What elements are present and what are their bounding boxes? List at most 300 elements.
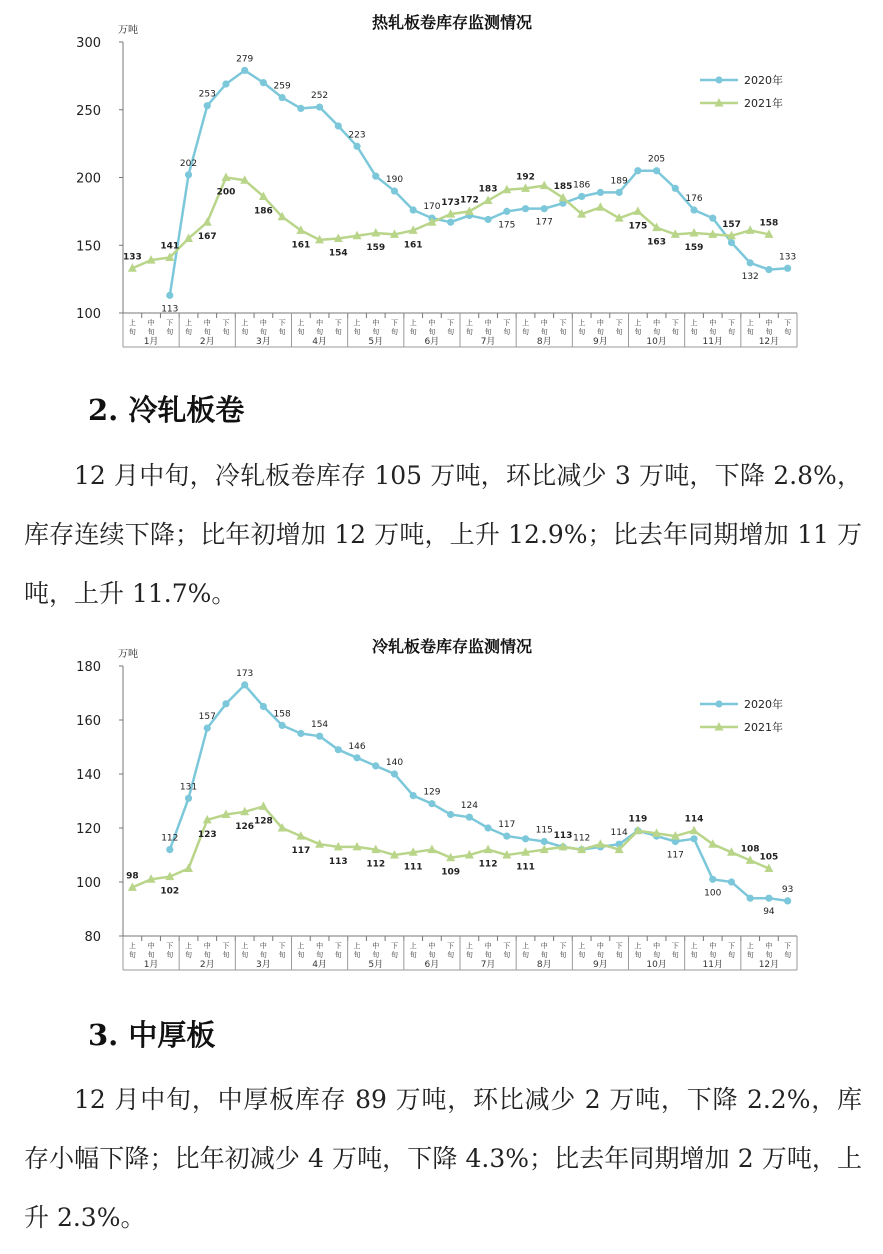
series-2020-point: [522, 205, 529, 212]
x-month-label: 2月: [199, 960, 215, 970]
x-period-label-top: 中: [540, 319, 548, 327]
y-tick-label: 160: [76, 714, 101, 729]
x-period-label-top: 中: [372, 319, 380, 327]
y-tick-label: 100: [76, 307, 101, 322]
legend-label-2020: 2020年: [744, 698, 783, 711]
series-2020-point: [316, 103, 323, 110]
x-period-label-top: 中: [596, 319, 604, 327]
x-period-label-bottom: 旬: [653, 951, 661, 959]
x-period-label-top: 中: [203, 942, 211, 950]
series-2021-point: [746, 225, 755, 234]
series-2020-point: [503, 833, 510, 840]
series-2020-point: [522, 835, 529, 842]
data-label-2021: 112: [366, 859, 386, 870]
x-period-label-bottom: 旬: [259, 328, 267, 336]
x-period-label-top: 下: [559, 942, 567, 950]
data-label-2020: 115: [535, 825, 553, 836]
data-label-2021: 113: [328, 856, 348, 867]
x-period-label-bottom: 旬: [147, 951, 155, 959]
y-tick-label: 100: [76, 876, 101, 891]
x-period-label-bottom: 旬: [615, 328, 623, 336]
x-period-label-bottom: 旬: [259, 951, 267, 959]
x-period-label-bottom: 旬: [166, 951, 174, 959]
data-label-2021: 172: [459, 195, 479, 206]
y-tick-label: 250: [76, 103, 101, 119]
series-2020-point: [185, 171, 192, 178]
x-period-label-bottom: 旬: [353, 328, 361, 336]
x-period-label-bottom: 旬: [484, 328, 492, 336]
series-2021-point: [596, 202, 605, 211]
cold-rolled-paragraph: 12 月中旬，冷轧板卷库存 105 万吨，环比减少 3 万吨，下降 2.8%，库存连续下降；比年初增加 12 万吨，上升 12.9%；比去年同期增加 11 万吨，上升 11.7%。: [24, 461, 862, 608]
x-period-label-top: 下: [615, 319, 623, 327]
x-period-label-bottom: 旬: [784, 951, 792, 959]
x-period-label-top: 下: [390, 319, 398, 327]
series-2020-point: [616, 189, 623, 196]
x-month-label: 8月: [536, 960, 552, 970]
x-month-label: 7月: [480, 960, 496, 970]
x-period-label-bottom: 旬: [765, 328, 773, 336]
data-label-2020: 146: [348, 741, 366, 752]
x-period-label-bottom: 旬: [278, 951, 286, 959]
x-period-label-bottom: 旬: [503, 328, 511, 336]
series-2020-point: [410, 206, 417, 213]
x-period-label-top: 中: [765, 942, 773, 950]
x-period-label-bottom: 旬: [671, 951, 679, 959]
x-period-label-bottom: 旬: [166, 328, 174, 336]
data-label-2021: 161: [291, 240, 311, 251]
series-2020-point: [765, 895, 772, 902]
series-2020-point: [484, 824, 491, 831]
x-period-label-top: 中: [203, 319, 211, 327]
medium-plate-paragraph: 12 月中旬，中厚板库存 89 万吨，环比减少 2 万吨，下降 2.2%，库存小幅下降；比年初减少 4 万吨，下降 4.3%；比去年同期增加 2 万吨，上升 2.3%。: [24, 1085, 862, 1232]
x-period-label-top: 上: [409, 942, 417, 950]
x-month-label: 2月: [199, 337, 215, 347]
data-label-2020: 117: [666, 850, 684, 861]
x-month-label: 4月: [312, 960, 327, 970]
data-label-2021: 114: [684, 814, 704, 825]
x-period-label-bottom: 旬: [615, 951, 623, 959]
x-period-label-bottom: 旬: [578, 328, 586, 336]
series-2020-point: [335, 122, 342, 129]
x-period-label-top: 中: [484, 942, 492, 950]
data-label-2021: 186: [254, 206, 273, 217]
x-period-label-top: 上: [128, 319, 136, 327]
data-label-2021: 133: [122, 252, 142, 263]
x-period-label-top: 下: [727, 319, 735, 327]
hot-rolled-chart-canvas: [0, 0, 883, 360]
x-period-label-top: 上: [578, 319, 586, 327]
x-period-label-bottom: 旬: [465, 951, 473, 959]
x-month-label: 8月: [536, 337, 552, 347]
x-period-label-bottom: 旬: [709, 951, 717, 959]
x-period-label-bottom: 旬: [746, 951, 754, 959]
x-period-label-bottom: 旬: [447, 328, 455, 336]
x-period-label-bottom: 旬: [428, 328, 436, 336]
x-period-label-bottom: 旬: [297, 951, 305, 959]
series-2020-point: [484, 216, 491, 223]
y-tick-label: 300: [76, 36, 101, 51]
x-period-label-top: 中: [653, 942, 661, 950]
data-label-2021: 102: [160, 886, 180, 897]
y-axis-unit: 万吨: [118, 649, 138, 660]
data-label-2021: 159: [366, 243, 386, 254]
x-period-label-bottom: 旬: [316, 951, 324, 959]
data-label-2020: 154: [310, 720, 329, 731]
series-2020-point: [634, 167, 641, 174]
x-period-label-top: 中: [709, 319, 717, 327]
data-label-2020: 158: [273, 709, 291, 720]
series-2020-point: [297, 730, 304, 737]
data-label-2020: 253: [198, 89, 216, 100]
cold-rolled-heading: 2. 冷轧板卷: [88, 393, 245, 427]
x-period-label-bottom: 旬: [409, 328, 417, 336]
x-period-label-bottom: 旬: [128, 328, 136, 336]
data-label-2020: 114: [610, 828, 628, 839]
x-period-label-top: 上: [690, 319, 698, 327]
x-period-label-bottom: 旬: [185, 328, 193, 336]
series-2020-point: [260, 79, 267, 86]
y-tick-label: 120: [76, 822, 101, 837]
x-period-label-bottom: 旬: [241, 328, 249, 336]
x-month-label: 9月: [593, 960, 608, 970]
series-2020-point: [447, 811, 454, 818]
data-label-2020: 94: [763, 907, 775, 918]
cold-rolled-inventory-chart: [0, 630, 883, 990]
x-period-label-bottom: 旬: [465, 328, 473, 336]
data-label-2020: 279: [236, 54, 254, 65]
x-period-label-bottom: 旬: [203, 328, 211, 336]
series-line-2020: [170, 70, 788, 295]
series-2020-point: [353, 143, 360, 150]
x-period-label-top: 下: [503, 319, 511, 327]
x-period-label-top: 中: [596, 942, 604, 950]
series-2020-point: [279, 722, 286, 729]
data-label-2021: 161: [403, 240, 423, 251]
x-period-label-top: 上: [522, 942, 530, 950]
x-period-label-top: 中: [765, 319, 773, 327]
x-period-label-bottom: 旬: [222, 328, 230, 336]
x-month-label: 3月: [256, 337, 271, 347]
series-2020-point: [372, 173, 379, 180]
x-period-label-top: 上: [297, 319, 305, 327]
x-period-label-top: 下: [503, 942, 511, 950]
data-label-2021: 126: [235, 821, 255, 832]
series-2020-point: [166, 846, 173, 853]
data-label-2021: 117: [291, 846, 311, 857]
x-period-label-top: 下: [447, 942, 455, 950]
series-2020-point: [297, 105, 304, 112]
data-label-2020: 117: [498, 820, 516, 831]
data-label-2020: 190: [385, 175, 404, 186]
x-period-label-bottom: 旬: [428, 951, 436, 959]
data-label-2021: 111: [403, 862, 423, 873]
x-period-label-top: 下: [671, 942, 679, 950]
data-label-2020: 93: [781, 884, 794, 895]
legend-label-2020: 2020年: [744, 74, 783, 87]
series-2021-point: [484, 845, 493, 854]
series-2021-point: [596, 839, 605, 848]
data-label-2021: 157: [722, 219, 741, 230]
x-period-label-top: 上: [353, 319, 361, 327]
x-period-label-bottom: 旬: [559, 328, 567, 336]
x-month-label: 4月: [312, 337, 327, 347]
series-2020-point: [391, 187, 398, 194]
x-period-label-bottom: 旬: [559, 951, 567, 959]
x-period-label-top: 下: [222, 319, 230, 327]
x-period-label-bottom: 旬: [522, 951, 530, 959]
series-2020-point: [747, 259, 754, 266]
x-period-label-top: 下: [278, 319, 286, 327]
x-period-label-top: 下: [390, 942, 398, 950]
series-2020-point: [784, 897, 791, 904]
series-2020-point: [709, 215, 716, 222]
x-month-label: 1月: [143, 960, 159, 970]
x-period-label-bottom: 旬: [690, 951, 698, 959]
y-tick-label: 180: [76, 660, 101, 675]
x-period-label-top: 中: [653, 319, 661, 327]
x-period-label-top: 中: [372, 942, 380, 950]
x-period-label-bottom: 旬: [390, 328, 398, 336]
medium-plate-heading: 3. 中厚板: [88, 1018, 216, 1052]
x-period-label-top: 上: [690, 942, 698, 950]
cold-rolled-chart-canvas: [0, 630, 883, 990]
series-2020-point: [597, 189, 604, 196]
data-label-2021: 112: [478, 859, 498, 870]
x-period-label-bottom: 旬: [316, 328, 324, 336]
chart-title: 冷轧板卷库存监测情况: [371, 637, 533, 656]
y-axis-unit: 万吨: [118, 25, 138, 36]
data-label-2020: 202: [179, 158, 198, 169]
x-period-label-top: 上: [578, 942, 586, 950]
x-period-label-bottom: 旬: [578, 951, 586, 959]
data-label-2020: 157: [198, 712, 216, 723]
x-period-label-bottom: 旬: [185, 951, 193, 959]
data-label-2021: 192: [516, 172, 535, 183]
data-label-2021: 183: [478, 184, 498, 195]
x-period-label-bottom: 旬: [241, 951, 249, 959]
x-period-label-top: 下: [671, 319, 679, 327]
x-month-label: 11月: [702, 337, 723, 347]
x-period-label-bottom: 旬: [653, 328, 661, 336]
x-month-label: 12月: [758, 337, 780, 347]
x-period-label-top: 下: [784, 319, 792, 327]
data-label-2021: 128: [254, 816, 273, 827]
x-period-label-top: 上: [241, 942, 249, 950]
series-2020-point: [410, 792, 417, 799]
series-2020-point: [784, 265, 791, 272]
series-2020-point: [204, 102, 211, 109]
x-period-label-top: 中: [709, 942, 717, 950]
series-2020-point: [672, 185, 679, 192]
data-label-2021: 185: [553, 181, 573, 192]
x-period-label-top: 上: [746, 319, 754, 327]
data-label-2020: 140: [385, 758, 404, 768]
x-period-label-bottom: 旬: [147, 328, 155, 336]
data-label-2021: 159: [684, 243, 704, 254]
x-period-label-top: 中: [259, 319, 267, 327]
x-period-label-bottom: 旬: [540, 951, 548, 959]
x-period-label-bottom: 旬: [709, 328, 717, 336]
x-period-label-top: 上: [353, 942, 361, 950]
x-month-label: 7月: [480, 337, 496, 347]
x-period-label-top: 上: [746, 942, 754, 950]
x-period-label-bottom: 旬: [634, 951, 642, 959]
x-month-label: 10月: [646, 337, 667, 347]
data-label-2020: 113: [161, 304, 179, 315]
x-period-label-bottom: 旬: [784, 328, 792, 336]
x-period-label-bottom: 旬: [484, 951, 492, 959]
data-label-2020: 252: [310, 91, 329, 102]
data-label-2021: 200: [216, 187, 236, 198]
y-tick-label: 80: [84, 930, 101, 945]
series-2020-point: [578, 193, 585, 200]
x-period-label-bottom: 旬: [596, 328, 604, 336]
x-period-label-top: 上: [241, 319, 249, 327]
series-2020-point: [728, 239, 735, 246]
data-label-2020: 205: [647, 154, 666, 165]
series-2020-point: [765, 266, 772, 273]
data-label-2020: 186: [573, 180, 591, 191]
data-label-2020: 223: [348, 130, 366, 141]
x-period-label-top: 下: [334, 942, 342, 950]
legend-marker-2020: [715, 76, 722, 83]
x-period-label-bottom: 旬: [372, 328, 380, 336]
x-month-label: 6月: [424, 337, 440, 347]
y-tick-label: 140: [76, 768, 101, 783]
series-2021-point: [184, 864, 193, 873]
data-label-2021: 109: [441, 867, 461, 878]
x-period-label-bottom: 旬: [746, 328, 754, 336]
x-period-label-bottom: 旬: [447, 951, 455, 959]
data-label-2020: 124: [460, 801, 478, 812]
x-period-label-top: 中: [540, 942, 548, 950]
x-period-label-top: 上: [522, 319, 530, 327]
series-2020-point: [391, 770, 398, 777]
hot-rolled-inventory-chart: [0, 0, 883, 360]
x-period-label-top: 下: [278, 942, 286, 950]
data-label-2021: 123: [197, 829, 217, 840]
series-2020-point: [316, 733, 323, 740]
x-month-label: 1月: [143, 337, 159, 347]
series-2020-point: [241, 681, 248, 688]
data-label-2021: 111: [516, 862, 535, 873]
x-period-label-bottom: 旬: [278, 328, 286, 336]
series-2020-point: [747, 895, 754, 902]
x-period-label-bottom: 旬: [634, 328, 642, 336]
series-2020-point: [503, 208, 510, 215]
x-period-label-bottom: 旬: [503, 951, 511, 959]
data-label-2020: 129: [423, 787, 441, 798]
series-2020-point: [241, 67, 248, 74]
legend-label-2021: 2021年: [744, 97, 783, 110]
x-period-label-top: 下: [166, 942, 174, 950]
series-2021-point: [203, 217, 212, 226]
data-label-2020: 112: [573, 833, 591, 844]
x-month-label: 6月: [424, 960, 440, 970]
data-label-2020: 177: [535, 217, 553, 228]
x-month-label: 5月: [368, 337, 384, 347]
x-period-label-bottom: 旬: [390, 951, 398, 959]
x-period-label-top: 上: [634, 942, 642, 950]
series-2020-point: [222, 700, 229, 707]
x-month-label: 10月: [646, 960, 667, 970]
x-month-label: 5月: [368, 960, 384, 970]
x-period-label-top: 下: [784, 942, 792, 950]
series-2020-point: [279, 94, 286, 101]
x-period-label-bottom: 旬: [372, 951, 380, 959]
x-period-label-top: 上: [634, 319, 642, 327]
data-label-2021: 119: [628, 814, 648, 825]
data-label-2020: 133: [779, 252, 797, 263]
x-period-label-top: 上: [185, 319, 193, 327]
series-2020-point: [690, 835, 697, 842]
data-label-2021: 108: [740, 844, 760, 855]
series-2020-point: [466, 814, 473, 821]
data-label-2021: 113: [553, 830, 573, 841]
legend-marker-2020: [715, 700, 722, 707]
series-2020-point: [185, 795, 192, 802]
x-period-label-top: 中: [147, 942, 155, 950]
data-label-2021: 163: [647, 237, 666, 248]
x-period-label-bottom: 旬: [334, 951, 342, 959]
data-label-2021: 167: [197, 232, 217, 243]
data-label-2020: 132: [741, 271, 759, 282]
series-2021-point: [259, 801, 268, 810]
series-2020-point: [728, 878, 735, 885]
data-label-2021: 105: [759, 852, 779, 863]
x-period-label-bottom: 旬: [334, 328, 342, 336]
x-period-label-bottom: 旬: [727, 328, 735, 336]
series-2020-point: [204, 725, 211, 732]
y-tick-label: 150: [76, 239, 101, 255]
data-label-2020: 131: [179, 782, 198, 793]
data-label-2021: 141: [160, 241, 180, 252]
x-period-label-bottom: 旬: [596, 951, 604, 959]
series-2020-point: [690, 206, 697, 213]
x-month-label: 3月: [256, 960, 271, 970]
x-period-label-bottom: 旬: [671, 328, 679, 336]
x-period-label-top: 上: [409, 319, 417, 327]
series-2020-point: [353, 754, 360, 761]
x-period-label-top: 下: [559, 319, 567, 327]
x-period-label-top: 下: [166, 319, 174, 327]
series-2020-point: [447, 219, 454, 226]
x-period-label-bottom: 旬: [765, 951, 773, 959]
x-period-label-top: 中: [484, 319, 492, 327]
data-label-2020: 175: [498, 220, 516, 231]
data-label-2020: 112: [161, 833, 179, 844]
data-label-2020: 189: [610, 176, 628, 187]
series-2021-point: [690, 826, 699, 835]
series-2020-point: [372, 762, 379, 769]
chart-title: 热轧板卷库存监测情况: [371, 13, 533, 32]
x-period-label-top: 中: [428, 319, 436, 327]
x-period-label-bottom: 旬: [540, 328, 548, 336]
series-2020-point: [166, 292, 173, 299]
x-period-label-top: 下: [615, 942, 623, 950]
x-period-label-top: 上: [297, 942, 305, 950]
x-period-label-bottom: 旬: [727, 951, 735, 959]
data-label-2021: 158: [759, 218, 779, 229]
data-label-2021: 175: [628, 221, 648, 232]
series-2020-point: [709, 876, 716, 883]
y-tick-label: 200: [76, 171, 101, 187]
x-period-label-top: 上: [465, 319, 473, 327]
series-2020-point: [222, 80, 229, 87]
x-period-label-bottom: 旬: [203, 951, 211, 959]
series-2020-point: [335, 746, 342, 753]
x-period-label-bottom: 旬: [353, 951, 361, 959]
